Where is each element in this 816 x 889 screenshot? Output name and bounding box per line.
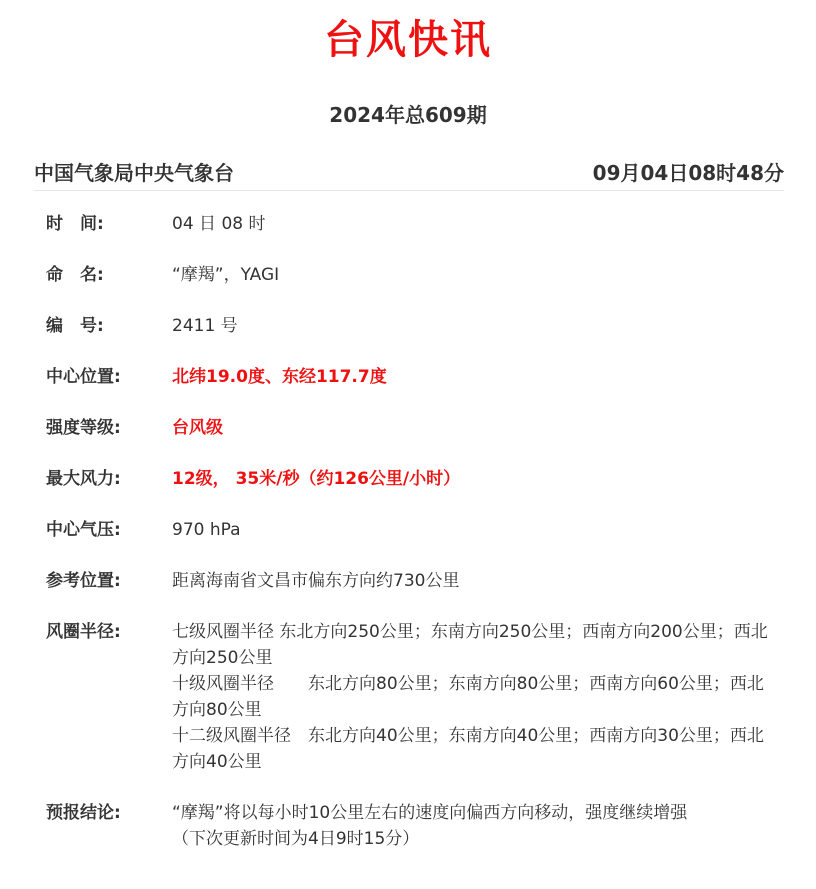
- center-position-label: 中心位置:: [46, 367, 121, 387]
- page-title: 台风快讯: [324, 17, 492, 63]
- time-value: 04 日 08 时: [172, 214, 266, 234]
- number-label: 编 号:: [46, 316, 104, 336]
- center-position-value: 北纬19.0度、东经117.7度: [172, 367, 387, 387]
- intensity-label: 强度等级:: [46, 418, 121, 438]
- row-name: [46, 262, 776, 288]
- row-center-position: [46, 364, 776, 390]
- row-time: [46, 211, 776, 237]
- pressure-label: 中心气压:: [46, 520, 121, 540]
- wind-radius-label: 风圈半径:: [46, 622, 121, 642]
- time-label: 时 间:: [46, 214, 104, 234]
- row-wind-radius: [46, 619, 776, 775]
- issue-number: 2024年总609期: [329, 103, 487, 127]
- forecast-value: [172, 800, 776, 852]
- wind-radius-line-10: 十级风圈半径 东北方向80公里；东南方向80公里；西南方向60公里；西北方向80公里: [172, 674, 764, 720]
- issue-datetime: 09月04日08时48分: [592, 160, 784, 185]
- max-wind-label: 最大风力:: [46, 469, 121, 489]
- max-wind-value: 12级， 35米/秒（约126公里/小时）: [172, 469, 461, 489]
- agency-name: 中国气象局中央气象台: [34, 160, 234, 185]
- header-row: [34, 155, 784, 187]
- forecast-label: 预报结论:: [46, 803, 121, 823]
- number-value: 2411 号: [172, 316, 238, 336]
- row-pressure: [46, 517, 776, 543]
- row-forecast: [46, 800, 776, 852]
- reference-position-label: 参考位置:: [46, 571, 121, 591]
- pressure-value: 970 hPa: [172, 520, 241, 540]
- forecast-next-update: （下次更新时间为4日9时15分）: [172, 829, 420, 849]
- name-value: “摩羯”，YAGI: [172, 265, 280, 285]
- reference-position-value: 距离海南省文昌市偏东方向约730公里: [172, 571, 460, 591]
- row-intensity: [46, 415, 776, 441]
- row-max-wind: [46, 466, 776, 492]
- wind-radius-line-7: 七级风圈半径 东北方向250公里；东南方向250公里；西南方向200公里；西北方向250公里: [172, 622, 768, 668]
- wind-radius-value: [172, 619, 776, 775]
- header-divider: [34, 190, 784, 191]
- wind-radius-line-12: 十二级风圈半径 东北方向40公里；东南方向40公里；西南方向30公里；西北方向40公里: [172, 726, 764, 772]
- row-reference-position: [46, 568, 776, 594]
- row-number: [46, 313, 776, 339]
- name-label: 命 名:: [46, 265, 104, 285]
- forecast-text: “摩羯”将以每小时10公里左右的速度向偏西方向移动，强度继续增强: [172, 803, 688, 823]
- intensity-value: 台风级: [172, 418, 223, 438]
